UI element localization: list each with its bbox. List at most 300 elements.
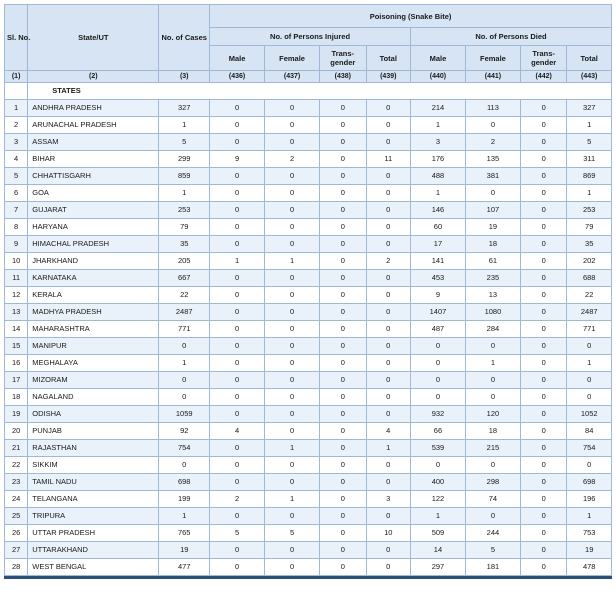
died-male-cell: 0	[410, 457, 465, 474]
died-total-cell: 79	[567, 219, 612, 236]
died-transgender-cell: 0	[520, 338, 567, 355]
sl-no-cell: 9	[5, 236, 28, 253]
injured-male-cell: 0	[210, 270, 265, 287]
died-female-cell: 244	[465, 525, 520, 542]
died-transgender-cell: 0	[520, 100, 567, 117]
died-transgender-cell: 0	[520, 508, 567, 525]
col-header-state-ut: State/UT	[28, 5, 159, 71]
injured-total-cell: 0	[366, 168, 410, 185]
injured-female-cell: 0	[265, 117, 320, 134]
injured-female-cell: 0	[265, 474, 320, 491]
injured-male-cell: 5	[210, 525, 265, 542]
died-total-cell: 0	[567, 457, 612, 474]
injured-male-cell: 0	[210, 287, 265, 304]
state-name-cell: TAMIL NADU	[28, 474, 159, 491]
injured-female-cell: 0	[265, 338, 320, 355]
died-total-cell: 2487	[567, 304, 612, 321]
died-female-cell: 0	[465, 338, 520, 355]
sl-no-cell: 8	[5, 219, 28, 236]
injured-total-cell: 0	[366, 219, 410, 236]
column-number-row	[5, 71, 612, 83]
injured-male-cell: 0	[210, 185, 265, 202]
injured-transgender-cell: 0	[320, 304, 367, 321]
injured-female-cell: 0	[265, 389, 320, 406]
died-male-cell: 400	[410, 474, 465, 491]
snake-bite-poisoning-table	[4, 4, 612, 576]
died-male-cell: 1	[410, 117, 465, 134]
died-female-cell: 120	[465, 406, 520, 423]
col-header-poisoning: Poisoning (Snake Bite)	[210, 5, 612, 28]
died-male-cell: 932	[410, 406, 465, 423]
col-header-died: No. of Persons Died	[410, 28, 611, 46]
table-row	[5, 117, 612, 134]
col-header-injured-male: Male	[210, 46, 265, 71]
sl-no-cell: 18	[5, 389, 28, 406]
table-row	[5, 168, 612, 185]
died-male-cell: 0	[410, 389, 465, 406]
injured-male-cell: 0	[210, 457, 265, 474]
died-female-cell: 18	[465, 423, 520, 440]
cases-cell: 92	[159, 423, 210, 440]
injured-female-cell: 0	[265, 236, 320, 253]
table-row	[5, 406, 612, 423]
injured-male-cell: 0	[210, 508, 265, 525]
state-name-cell: UTTARAKHAND	[28, 542, 159, 559]
sl-no-cell: 13	[5, 304, 28, 321]
table-row	[5, 202, 612, 219]
died-male-cell: 60	[410, 219, 465, 236]
died-transgender-cell: 0	[520, 491, 567, 508]
table-row	[5, 151, 612, 168]
died-total-cell: 196	[567, 491, 612, 508]
col-header-died-total: Total	[567, 46, 612, 71]
died-total-cell: 311	[567, 151, 612, 168]
state-name-cell: ANDHRA PRADESH	[28, 100, 159, 117]
cases-cell: 0	[159, 338, 210, 355]
injured-male-cell: 9	[210, 151, 265, 168]
col-number: (438)	[320, 71, 367, 83]
died-total-cell: 754	[567, 440, 612, 457]
injured-male-cell: 0	[210, 406, 265, 423]
died-total-cell: 1	[567, 508, 612, 525]
table-row	[5, 253, 612, 270]
sl-no-cell: 12	[5, 287, 28, 304]
injured-total-cell: 0	[366, 100, 410, 117]
died-male-cell: 14	[410, 542, 465, 559]
state-name-cell: RAJASTHAN	[28, 440, 159, 457]
injured-male-cell: 0	[210, 440, 265, 457]
col-number: (441)	[465, 71, 520, 83]
table-row	[5, 134, 612, 151]
table-row	[5, 287, 612, 304]
injured-total-cell: 0	[366, 474, 410, 491]
injured-female-cell: 0	[265, 134, 320, 151]
injured-male-cell: 0	[210, 372, 265, 389]
injured-transgender-cell: 0	[320, 457, 367, 474]
cases-cell: 2487	[159, 304, 210, 321]
died-female-cell: 13	[465, 287, 520, 304]
injured-male-cell: 0	[210, 219, 265, 236]
injured-male-cell: 1	[210, 253, 265, 270]
state-name-cell: MIZORAM	[28, 372, 159, 389]
injured-transgender-cell: 0	[320, 287, 367, 304]
table-row	[5, 440, 612, 457]
state-name-cell: TRIPURA	[28, 508, 159, 525]
died-female-cell: 2	[465, 134, 520, 151]
cases-cell: 0	[159, 389, 210, 406]
injured-male-cell: 0	[210, 474, 265, 491]
died-female-cell: 0	[465, 372, 520, 389]
injured-total-cell: 0	[366, 406, 410, 423]
col-number: (2)	[28, 71, 159, 83]
snake-bite-table-container	[4, 4, 612, 579]
cases-cell: 754	[159, 440, 210, 457]
injured-female-cell: 0	[265, 508, 320, 525]
col-header-injured-total: Total	[366, 46, 410, 71]
cases-cell: 199	[159, 491, 210, 508]
died-male-cell: 0	[410, 372, 465, 389]
cases-cell: 1	[159, 185, 210, 202]
died-male-cell: 0	[410, 355, 465, 372]
table-row	[5, 270, 612, 287]
sl-no-cell: 16	[5, 355, 28, 372]
died-male-cell: 1	[410, 508, 465, 525]
died-female-cell: 5	[465, 542, 520, 559]
injured-male-cell: 0	[210, 355, 265, 372]
injured-male-cell: 0	[210, 542, 265, 559]
sl-no-cell: 21	[5, 440, 28, 457]
section-spacer	[5, 83, 28, 100]
died-male-cell: 1	[410, 185, 465, 202]
injured-female-cell: 0	[265, 100, 320, 117]
sl-no-cell: 5	[5, 168, 28, 185]
injured-female-cell: 0	[265, 185, 320, 202]
injured-transgender-cell: 0	[320, 423, 367, 440]
died-total-cell: 1	[567, 117, 612, 134]
injured-total-cell: 0	[366, 355, 410, 372]
died-transgender-cell: 0	[520, 168, 567, 185]
table-body	[5, 83, 612, 576]
cases-cell: 1	[159, 117, 210, 134]
injured-female-cell: 1	[265, 491, 320, 508]
state-name-cell: TELANGANA	[28, 491, 159, 508]
state-name-cell: HIMACHAL PRADESH	[28, 236, 159, 253]
cases-cell: 0	[159, 372, 210, 389]
injured-transgender-cell: 0	[320, 185, 367, 202]
table-header	[5, 5, 612, 83]
cases-cell: 22	[159, 287, 210, 304]
died-transgender-cell: 0	[520, 372, 567, 389]
died-total-cell: 688	[567, 270, 612, 287]
table-row	[5, 389, 612, 406]
died-total-cell: 753	[567, 525, 612, 542]
table-row	[5, 423, 612, 440]
injured-female-cell: 0	[265, 355, 320, 372]
table-row	[5, 542, 612, 559]
injured-female-cell: 1	[265, 440, 320, 457]
injured-transgender-cell: 0	[320, 236, 367, 253]
died-transgender-cell: 0	[520, 185, 567, 202]
sl-no-cell: 6	[5, 185, 28, 202]
injured-female-cell: 0	[265, 270, 320, 287]
injured-total-cell: 2	[366, 253, 410, 270]
cases-cell: 765	[159, 525, 210, 542]
sl-no-cell: 22	[5, 457, 28, 474]
injured-transgender-cell: 0	[320, 559, 367, 576]
state-name-cell: WEST BENGAL	[28, 559, 159, 576]
injured-male-cell: 4	[210, 423, 265, 440]
injured-total-cell: 11	[366, 151, 410, 168]
sl-no-cell: 1	[5, 100, 28, 117]
injured-transgender-cell: 0	[320, 219, 367, 236]
injured-female-cell: 0	[265, 559, 320, 576]
died-transgender-cell: 0	[520, 253, 567, 270]
died-transgender-cell: 0	[520, 321, 567, 338]
injured-total-cell: 3	[366, 491, 410, 508]
died-female-cell: 107	[465, 202, 520, 219]
cases-cell: 205	[159, 253, 210, 270]
injured-total-cell: 4	[366, 423, 410, 440]
died-female-cell: 0	[465, 185, 520, 202]
died-transgender-cell: 0	[520, 525, 567, 542]
col-header-sl-no: Sl. No.	[5, 5, 28, 71]
injured-total-cell: 0	[366, 321, 410, 338]
cases-cell: 1059	[159, 406, 210, 423]
died-total-cell: 1	[567, 185, 612, 202]
sl-no-cell: 15	[5, 338, 28, 355]
sl-no-cell: 19	[5, 406, 28, 423]
died-male-cell: 214	[410, 100, 465, 117]
cases-cell: 0	[159, 457, 210, 474]
died-transgender-cell: 0	[520, 355, 567, 372]
died-male-cell: 3	[410, 134, 465, 151]
state-name-cell: GOA	[28, 185, 159, 202]
injured-male-cell: 0	[210, 321, 265, 338]
injured-transgender-cell: 0	[320, 525, 367, 542]
died-total-cell: 869	[567, 168, 612, 185]
died-male-cell: 141	[410, 253, 465, 270]
injured-total-cell: 10	[366, 525, 410, 542]
died-transgender-cell: 0	[520, 270, 567, 287]
sl-no-cell: 20	[5, 423, 28, 440]
sl-no-cell: 26	[5, 525, 28, 542]
died-male-cell: 0	[410, 338, 465, 355]
died-male-cell: 17	[410, 236, 465, 253]
injured-female-cell: 0	[265, 202, 320, 219]
died-male-cell: 297	[410, 559, 465, 576]
state-name-cell: NAGALAND	[28, 389, 159, 406]
table-bottom-rule	[4, 576, 612, 579]
table-row	[5, 559, 612, 576]
died-female-cell: 215	[465, 440, 520, 457]
died-total-cell: 35	[567, 236, 612, 253]
died-transgender-cell: 0	[520, 134, 567, 151]
died-total-cell: 84	[567, 423, 612, 440]
injured-male-cell: 0	[210, 389, 265, 406]
state-name-cell: ODISHA	[28, 406, 159, 423]
table-row	[5, 100, 612, 117]
died-male-cell: 487	[410, 321, 465, 338]
sl-no-cell: 3	[5, 134, 28, 151]
injured-female-cell: 0	[265, 406, 320, 423]
state-name-cell: MEGHALAYA	[28, 355, 159, 372]
sl-no-cell: 23	[5, 474, 28, 491]
injured-total-cell: 0	[366, 457, 410, 474]
died-transgender-cell: 0	[520, 151, 567, 168]
state-name-cell: HARYANA	[28, 219, 159, 236]
died-male-cell: 176	[410, 151, 465, 168]
cases-cell: 79	[159, 219, 210, 236]
injured-male-cell: 0	[210, 236, 265, 253]
died-transgender-cell: 0	[520, 117, 567, 134]
injured-total-cell: 0	[366, 542, 410, 559]
injured-male-cell: 0	[210, 304, 265, 321]
died-transgender-cell: 0	[520, 389, 567, 406]
died-total-cell: 0	[567, 372, 612, 389]
injured-female-cell: 0	[265, 287, 320, 304]
injured-female-cell: 2	[265, 151, 320, 168]
died-total-cell: 0	[567, 389, 612, 406]
died-transgender-cell: 0	[520, 542, 567, 559]
table-row	[5, 355, 612, 372]
injured-female-cell: 0	[265, 423, 320, 440]
died-total-cell: 771	[567, 321, 612, 338]
state-name-cell: BIHAR	[28, 151, 159, 168]
cases-cell: 327	[159, 100, 210, 117]
injured-female-cell: 0	[265, 372, 320, 389]
died-female-cell: 1	[465, 355, 520, 372]
injured-transgender-cell: 0	[320, 168, 367, 185]
col-header-injured: No. of Persons Injured	[210, 28, 411, 46]
state-name-cell: CHHATTISGARH	[28, 168, 159, 185]
state-name-cell: JHARKHAND	[28, 253, 159, 270]
died-male-cell: 453	[410, 270, 465, 287]
state-name-cell: GUJARAT	[28, 202, 159, 219]
injured-transgender-cell: 0	[320, 270, 367, 287]
died-male-cell: 509	[410, 525, 465, 542]
died-total-cell: 202	[567, 253, 612, 270]
injured-transgender-cell: 0	[320, 406, 367, 423]
col-number: (436)	[210, 71, 265, 83]
died-total-cell: 327	[567, 100, 612, 117]
injured-total-cell: 0	[366, 338, 410, 355]
injured-total-cell: 0	[366, 117, 410, 134]
col-header-died-male: Male	[410, 46, 465, 71]
state-name-cell: SIKKIM	[28, 457, 159, 474]
cases-cell: 698	[159, 474, 210, 491]
state-name-cell: PUNJAB	[28, 423, 159, 440]
injured-male-cell: 2	[210, 491, 265, 508]
sl-no-cell: 24	[5, 491, 28, 508]
died-transgender-cell: 0	[520, 457, 567, 474]
table-row	[5, 219, 612, 236]
died-male-cell: 66	[410, 423, 465, 440]
table-row	[5, 474, 612, 491]
died-total-cell: 22	[567, 287, 612, 304]
died-female-cell: 18	[465, 236, 520, 253]
injured-transgender-cell: 0	[320, 321, 367, 338]
injured-female-cell: 0	[265, 168, 320, 185]
col-number: (440)	[410, 71, 465, 83]
sl-no-cell: 27	[5, 542, 28, 559]
died-male-cell: 1407	[410, 304, 465, 321]
died-male-cell: 488	[410, 168, 465, 185]
cases-cell: 299	[159, 151, 210, 168]
died-transgender-cell: 0	[520, 236, 567, 253]
cases-cell: 859	[159, 168, 210, 185]
table-row	[5, 508, 612, 525]
cases-cell: 1	[159, 355, 210, 372]
injured-female-cell: 0	[265, 304, 320, 321]
table-row	[5, 236, 612, 253]
cases-cell: 1	[159, 508, 210, 525]
state-name-cell: UTTAR PRADESH	[28, 525, 159, 542]
sl-no-cell: 10	[5, 253, 28, 270]
table-row	[5, 304, 612, 321]
died-total-cell: 1052	[567, 406, 612, 423]
injured-male-cell: 0	[210, 117, 265, 134]
injured-transgender-cell: 0	[320, 338, 367, 355]
injured-transgender-cell: 0	[320, 100, 367, 117]
col-header-died-female: Female	[465, 46, 520, 71]
table-row	[5, 338, 612, 355]
died-transgender-cell: 0	[520, 202, 567, 219]
cases-cell: 667	[159, 270, 210, 287]
died-total-cell: 698	[567, 474, 612, 491]
died-female-cell: 381	[465, 168, 520, 185]
died-transgender-cell: 0	[520, 474, 567, 491]
injured-male-cell: 0	[210, 202, 265, 219]
cases-cell: 771	[159, 321, 210, 338]
died-male-cell: 122	[410, 491, 465, 508]
injured-transgender-cell: 0	[320, 440, 367, 457]
injured-female-cell: 5	[265, 525, 320, 542]
injured-total-cell: 0	[366, 304, 410, 321]
injured-male-cell: 0	[210, 168, 265, 185]
col-number: (437)	[265, 71, 320, 83]
col-number: (443)	[567, 71, 612, 83]
state-name-cell: ASSAM	[28, 134, 159, 151]
injured-total-cell: 0	[366, 185, 410, 202]
died-total-cell: 5	[567, 134, 612, 151]
injured-transgender-cell: 0	[320, 117, 367, 134]
died-female-cell: 284	[465, 321, 520, 338]
injured-total-cell: 0	[366, 372, 410, 389]
died-female-cell: 135	[465, 151, 520, 168]
state-name-cell: ARUNACHAL PRADESH	[28, 117, 159, 134]
sl-no-cell: 25	[5, 508, 28, 525]
died-transgender-cell: 0	[520, 440, 567, 457]
injured-transgender-cell: 0	[320, 389, 367, 406]
sl-no-cell: 14	[5, 321, 28, 338]
table-row	[5, 185, 612, 202]
injured-transgender-cell: 0	[320, 134, 367, 151]
injured-male-cell: 0	[210, 100, 265, 117]
state-name-cell: KERALA	[28, 287, 159, 304]
injured-total-cell: 0	[366, 202, 410, 219]
died-transgender-cell: 0	[520, 219, 567, 236]
died-female-cell: 235	[465, 270, 520, 287]
col-number: (3)	[159, 71, 210, 83]
died-male-cell: 9	[410, 287, 465, 304]
sl-no-cell: 2	[5, 117, 28, 134]
section-row	[5, 83, 612, 100]
injured-female-cell: 0	[265, 542, 320, 559]
injured-total-cell: 0	[366, 389, 410, 406]
injured-transgender-cell: 0	[320, 491, 367, 508]
died-total-cell: 478	[567, 559, 612, 576]
died-total-cell: 1	[567, 355, 612, 372]
